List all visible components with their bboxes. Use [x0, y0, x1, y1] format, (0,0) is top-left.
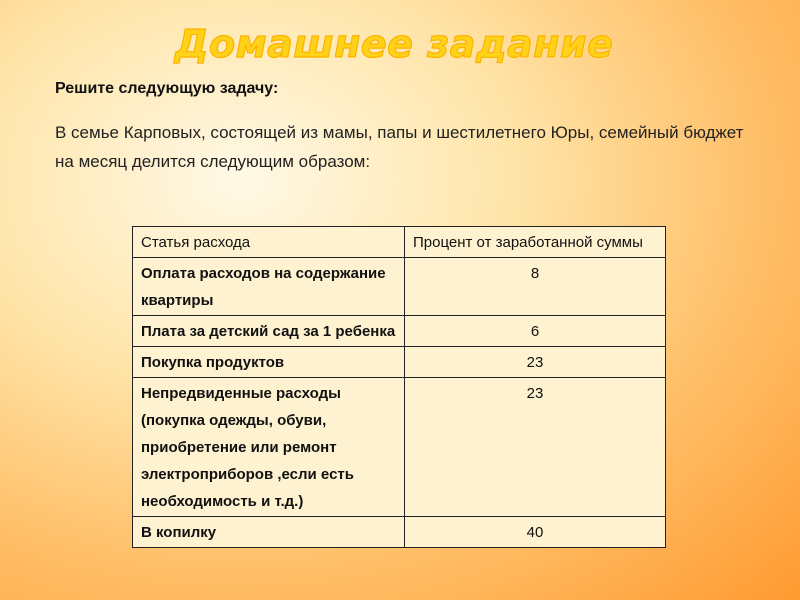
- expense-item: Непредвиденные расходы (покупка одежды, обуви, приобретение или ремонт электроприборов ,если есть необходимость и т.д.): [133, 378, 405, 517]
- table-row: [133, 378, 666, 517]
- budget-table: [132, 226, 666, 548]
- table-row: [133, 347, 666, 378]
- expense-item: Оплата расходов на содержание квартиры: [133, 258, 405, 316]
- expense-percent: 23: [405, 347, 666, 378]
- expense-percent: 6: [405, 316, 666, 347]
- task-heading: Решите следующую задачу:: [55, 80, 279, 97]
- column-header-percent: Процент от заработанной суммы: [405, 227, 666, 258]
- task-text: В семье Карповых, состоящей из мамы, папы и шестилетнего Юры, семейный бюджет на месяц делится следующим образом:: [55, 123, 744, 171]
- expense-item: Покупка продуктов: [133, 347, 405, 378]
- table-row: [133, 258, 666, 316]
- expense-percent: 40: [405, 517, 666, 548]
- expense-item: Плата за детский сад за 1 ребенка: [133, 316, 405, 347]
- slide-title: Домашнее задание: [174, 22, 614, 66]
- expense-item: В копилку: [133, 517, 405, 548]
- column-header-item: Статья расхода: [133, 227, 405, 258]
- expense-percent: 23: [405, 378, 666, 517]
- table-row: [133, 316, 666, 347]
- table-header-row: [133, 227, 666, 258]
- expense-percent: 8: [405, 258, 666, 316]
- table-row: [133, 517, 666, 548]
